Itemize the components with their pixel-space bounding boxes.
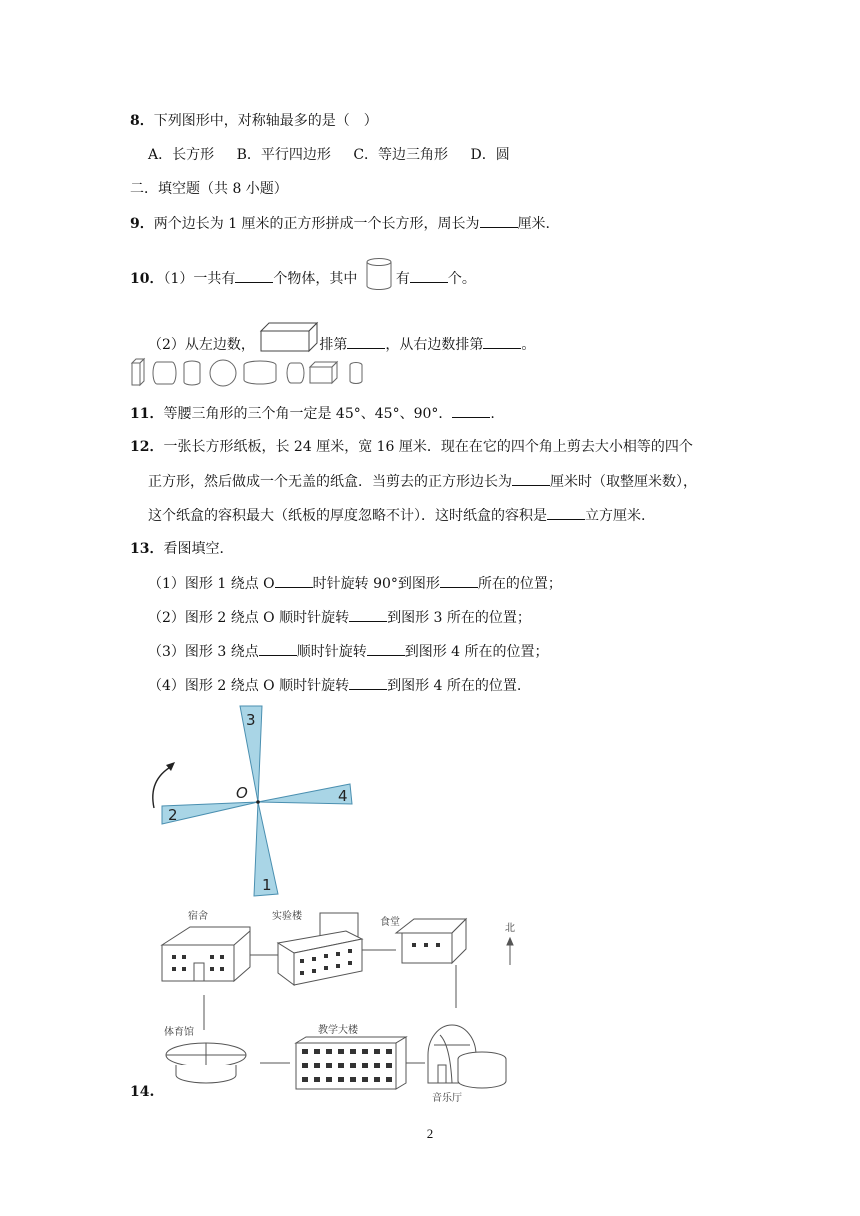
question-text: 时针旋转 90°到图形 [312,576,440,592]
question-text: 这个纸盒的容积最大（纸板的厚度忽略不计）．这时纸盒的容积是 [148,508,547,524]
question-12-line-2 [148,471,697,492]
canteen-label: 食堂 [380,917,400,928]
question-text: （1）一共有 [163,271,236,287]
question-text: 有 [395,271,410,287]
label-4: 4 [338,787,348,805]
question-8 [130,111,378,131]
question-8-choices [148,145,528,165]
question-10-part-1 [130,257,476,293]
question-text: 一张长方形纸板，长 24 厘米，宽 16 厘米．现在在它的四个角上剪去大小相等的四个 [163,439,693,455]
question-text: 。 [521,337,536,353]
question-text: 正方形，然后做成一个无盖的纸盒．当剪去的正方形边长为 [148,474,512,490]
lab-label: 实验楼 [272,911,302,922]
question-number: 13． [130,541,164,557]
section-heading: 二．填空题（共 8 小题） [130,181,288,197]
question-text: 个。 [447,271,476,287]
north-label: 北 [505,923,515,934]
question-text: 顺时针旋转 [296,644,367,660]
music-hall-building [428,1025,506,1104]
question-text: 两个边长为 1 厘米的正方形拼成一个长方形，周长为 [153,216,480,232]
dorm-label: 宿舍 [188,911,208,922]
question-12 [130,437,693,457]
choice-c: C．等边三角形 [353,147,449,163]
question-text: ，从右边数排第 [385,337,484,353]
choice-a: A．长方形 [148,147,215,163]
question-13-sub-2 [148,607,531,628]
choice-b: B．平行四边形 [236,147,331,163]
center-label: O [236,784,248,802]
center-point [256,800,260,804]
question-text: （2）从左边数， [148,337,255,353]
rotation-figure [140,704,370,902]
question-13-sub-1 [148,573,562,594]
choice-d: D．圆 [470,147,510,163]
answer-blank[interactable] [410,268,448,283]
question-stem: 看图填空． [163,541,234,557]
answer-blank[interactable] [275,573,313,588]
north-indicator [505,922,515,965]
question-number: 12． [130,439,164,455]
question-11 [130,403,495,424]
question-number: 14. [130,1084,155,1100]
question-text: （1）图形 1 绕点 O [148,576,275,592]
cylinder-object [184,361,200,385]
north-arrow-icon [507,938,513,945]
question-9 [130,213,550,234]
answer-blank[interactable] [440,573,478,588]
question-text: 厘米. [517,216,551,232]
question-text: 立方厘米. [585,508,646,524]
question-13-sub-4 [148,675,521,696]
music-label: 音乐厅 [432,1093,462,1104]
question-text: 厘米时（取整厘米数）， [550,474,697,490]
question-number: 9． [130,216,154,232]
label-2: 2 [168,806,178,824]
question-number: 11． [130,406,164,422]
cylinder-object [350,363,362,384]
question-text: 所在的位置； [477,576,562,592]
question-text: 个物体，其中 [273,271,358,287]
answer-blank[interactable] [483,334,521,349]
question-stem: 下列图形中，对称轴最多的是（ ） [153,113,378,129]
label-3: 3 [246,711,256,729]
question-14 [130,1082,154,1102]
cylinder-object [244,361,276,384]
lab-building [272,909,362,985]
answer-blank[interactable] [547,505,585,520]
question-text: 排第 [319,337,348,353]
teach-label: 教学大楼 [318,1025,358,1036]
cylinder-object [153,362,176,384]
question-text: （3）图形 3 绕点 [148,644,259,660]
teaching-building [296,1023,406,1089]
campus-map [150,905,530,1105]
question-number: 8． [130,113,154,129]
question-13 [130,539,233,559]
sphere-object [210,360,236,386]
cylinder-icon [364,257,394,293]
gym-label: 体育馆 [164,1027,194,1038]
answer-blank[interactable] [367,641,405,656]
question-number: 10． [130,271,164,287]
answer-blank[interactable] [259,641,297,656]
answer-blank[interactable] [480,213,518,228]
question-10-part-2 [148,321,535,355]
question-text: （2）图形 2 绕点 O 顺时针旋转 [148,610,350,626]
label-1: 1 [262,876,272,894]
answer-blank[interactable] [512,471,550,486]
objects-row [130,355,370,389]
answer-blank[interactable] [347,334,385,349]
cuboid-icon [259,321,319,353]
question-text: （4）图形 2 绕点 O 顺时针旋转 [148,678,350,694]
cylinder-object [287,363,304,383]
answer-blank[interactable] [349,607,387,622]
rotation-arrow-icon [153,766,172,808]
dorm-building [162,909,250,981]
question-text: . [490,406,495,422]
question-text: 到图形 3 所在的位置； [387,610,531,626]
gym-building [164,1025,246,1083]
answer-blank[interactable] [235,268,273,283]
answer-blank[interactable] [349,675,387,690]
question-13-sub-3 [148,641,549,662]
question-text: 等腰三角形的三个角一定是 45°、45°、90°． [163,406,453,422]
question-text: 到图形 4 所在的位置； [404,644,549,660]
answer-blank[interactable] [452,403,490,418]
canteen-building [380,915,466,963]
page-number: 2 [426,1126,434,1141]
question-text: 到图形 4 所在的位置. [387,678,522,694]
question-12-line-3 [148,505,645,526]
